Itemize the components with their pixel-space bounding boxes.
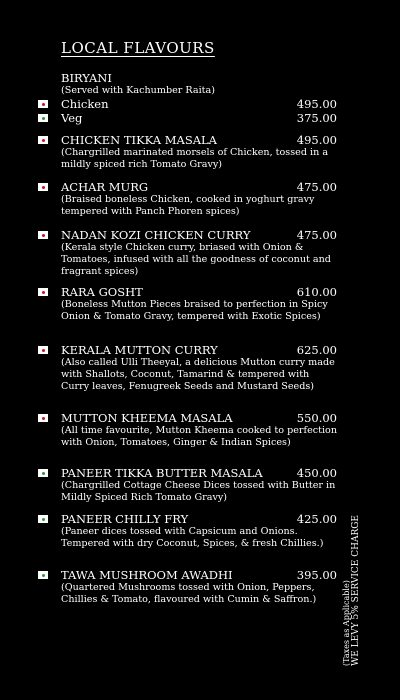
non-veg-icon (38, 231, 48, 239)
veg-icon (38, 571, 48, 579)
item-name: CHICKEN TIKKA MASALA (61, 133, 217, 147)
non-veg-icon (38, 183, 48, 191)
item-price: 625.00 (296, 343, 337, 357)
item-description: (Quartered Mushrooms tossed with Onion, Peppers, Chillies & Tomato, flavoured with Cumin & Saffron.) (61, 582, 317, 606)
item-price: 450.00 (296, 466, 337, 480)
item-description: (Boneless Mutton Pieces braised to perfection in Spicy Onion & Tomato Gravy, tempered with Exotic Spices) (61, 299, 328, 323)
item-name: ACHAR MURG (61, 180, 149, 194)
menu-item-chicken-tikka-masala (38, 133, 338, 171)
veg-icon (38, 515, 48, 523)
veg-icon (38, 469, 48, 477)
item-price: 495.00 (296, 97, 337, 112)
menu-item-paneer-chilly-fry (38, 512, 338, 550)
menu-item-nadan-kozi-chicken-curry (38, 228, 338, 279)
item-price: 495.00 (296, 133, 337, 147)
item-price: 395.00 (296, 568, 337, 582)
non-veg-icon (38, 414, 48, 422)
item-description: (Paneer dices tossed with Capsicum and Onions. Tempered with dry Coconut, Spices, & fresh Chillies.) (61, 526, 324, 550)
non-veg-icon (38, 346, 48, 354)
item-description: (Braised boneless Chicken, cooked in yoghurt gravy tempered with Panch Phoren spices) (61, 194, 315, 218)
item-name: NADAN KOZI CHICKEN CURRY (61, 228, 251, 242)
item-description: (Kerala style Chicken curry, briased with Onion & Tomatoes, infused with all the goodness of coconut and fragrant spices) (61, 242, 331, 278)
item-description: (All time favourite, Mutton Kheema cooked to perfection with Onion, Tomatoes, Ginger & Indian Spices) (61, 425, 337, 449)
non-veg-icon (38, 100, 48, 108)
menu-item-kerala-mutton-curry (38, 343, 338, 394)
item-name: KERALA MUTTON CURRY (61, 343, 218, 357)
menu-item-achar-murg (38, 180, 338, 218)
item-name: BIRYANI (61, 71, 112, 85)
item-name: RARA GOSHT (61, 285, 143, 299)
item-description: (Chargrilled Cottage Cheese Dices tossed with Butter in Mildly Spiced Rich Tomato Gravy) (61, 480, 336, 504)
item-name: MUTTON KHEEMA MASALA (61, 411, 233, 425)
item-description: (Served with Kachumber Raita) (61, 85, 215, 96)
menu-item-paneer-tikka-butter-masala (38, 466, 338, 504)
item-name: PANEER CHILLY FRY (61, 512, 189, 526)
item-price: 475.00 (296, 228, 337, 242)
non-veg-icon (38, 136, 48, 144)
biryani-option-chicken: Chicken 495.00 (38, 97, 338, 111)
item-price: 550.00 (296, 411, 337, 425)
menu-item-biryani (38, 71, 338, 125)
item-description: (Chargrilled marinated morsels of Chicken, tossed in a mildly spiced rich Tomato Gravy) (61, 147, 329, 171)
item-name: PANEER TIKKA BUTTER MASALA (61, 466, 263, 480)
service-charge-note (342, 514, 362, 666)
veg-icon (38, 114, 48, 122)
section-title: LOCAL FLAVOURS (61, 39, 215, 57)
item-price: 475.00 (296, 180, 337, 194)
biryani-option-veg: Veg 375.00 (38, 111, 338, 125)
taxes-note: (Taxes as Applicable) (342, 580, 351, 666)
menu-item-mutton-kheema-masala (38, 411, 338, 449)
service-charge-text: WE LEVY 5% SERVICE CHARGE (351, 514, 361, 666)
item-price: 425.00 (296, 512, 337, 526)
menu-item-tawa-mushroom-awadhi (38, 568, 338, 606)
item-price: 375.00 (296, 111, 337, 126)
item-name: TAWA MUSHROOM AWADHI (61, 568, 233, 582)
menu-item-rara-gosht (38, 285, 338, 323)
item-description: (Also called Ulli Theeyal, a delicious Mutton curry made with Shallots, Coconut, Tamarind & tempered with Curry leaves, Fenugreek Seeds and Mustard Seeds) (61, 357, 335, 393)
non-veg-icon (38, 288, 48, 296)
item-price: 610.00 (296, 285, 337, 299)
